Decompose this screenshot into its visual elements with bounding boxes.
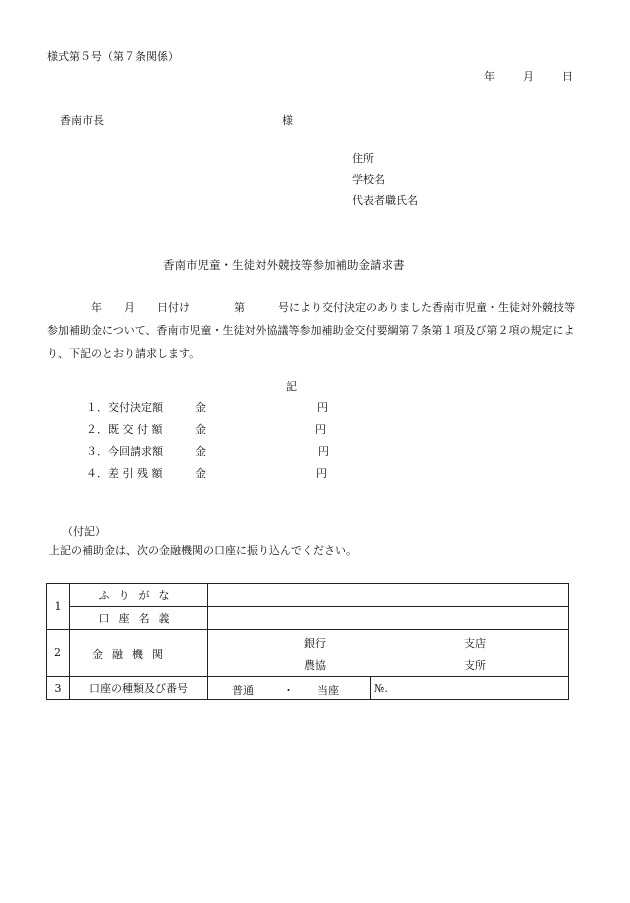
institution-label: 金融機関	[92, 648, 172, 661]
applicant-block	[352, 152, 418, 215]
amount-item-yen: 円	[317, 401, 328, 414]
amount-item-label: ３．今回請求額	[86, 445, 163, 458]
amount-item-label: ２．既 交 付 額	[86, 423, 163, 436]
table-row	[47, 584, 569, 607]
row-number-1: 1	[47, 584, 70, 630]
account-number-divider	[370, 677, 371, 699]
toza-option[interactable]: 当座	[317, 684, 339, 697]
ki-heading: 記	[286, 380, 297, 393]
table-row	[47, 677, 569, 700]
branch-label: 支店	[464, 637, 486, 650]
date-day: 日	[562, 70, 573, 83]
amount-item-kin: 金	[195, 467, 206, 480]
note-label: （付記）	[62, 525, 106, 538]
amount-item-yen: 円	[316, 467, 327, 480]
amount-item-label: １．交付決定額	[86, 401, 163, 414]
amount-item-kin: 金	[195, 401, 206, 414]
table-row	[47, 607, 569, 630]
date-line	[484, 70, 573, 84]
account-name-field[interactable]	[208, 607, 569, 630]
addressee-suffix: 様	[282, 114, 293, 127]
amount-item-kin: 金	[195, 423, 206, 436]
amount-item-yen: 円	[318, 445, 329, 458]
coop-label: 農協	[304, 659, 326, 672]
row-number-2-text: 2	[54, 646, 61, 659]
school-label: 学校名	[352, 173, 385, 186]
separator-dot: ・	[283, 684, 294, 697]
futsu-option[interactable]: 普通	[232, 684, 254, 697]
representative-label: 代表者職氏名	[352, 194, 418, 207]
amount-item-yen: 円	[315, 423, 326, 436]
document-title: 香南市児童・生徒対外競技等参加補助金請求書	[163, 258, 405, 272]
account-name-label: 口座名義	[70, 607, 208, 630]
account-type-field[interactable]	[208, 677, 569, 700]
furigana-label: ふりがな	[70, 584, 208, 607]
addressee-name: 香南市長	[60, 114, 104, 127]
account-number-label: №.	[374, 682, 388, 695]
amount-item-label: ４．差 引 残 額	[86, 467, 163, 480]
institution-field[interactable]	[208, 630, 569, 677]
institution-label-cell	[70, 630, 208, 677]
row-number-2	[47, 630, 70, 677]
row-number-3: 3	[47, 677, 70, 700]
bank-account-table	[46, 583, 569, 700]
form-number: 様式第５号（第７条関係）	[47, 50, 179, 63]
furigana-field[interactable]	[208, 584, 569, 607]
table-row	[47, 630, 569, 677]
amount-item-kin: 金	[195, 445, 206, 458]
note-text: 上記の補助金は、次の金融機関の口座に振り込んでください。	[49, 544, 357, 557]
bank-label: 銀行	[304, 637, 326, 650]
address-label: 住所	[352, 152, 374, 165]
date-year: 年	[484, 70, 495, 83]
account-type-label: 口座の種類及び番号	[70, 677, 208, 700]
coop-branch-label: 支所	[464, 659, 486, 672]
date-month: 月	[523, 70, 534, 83]
body-paragraph: 年 月 日付け 第 号により交付決定のありました香南市児童・生徒対外競技等参加補助金について、香南市児童・生徒対外協議等参加補助金交付要綱第７条第１項及び第２項の規定により、下記のとおり請求します。	[47, 301, 575, 360]
